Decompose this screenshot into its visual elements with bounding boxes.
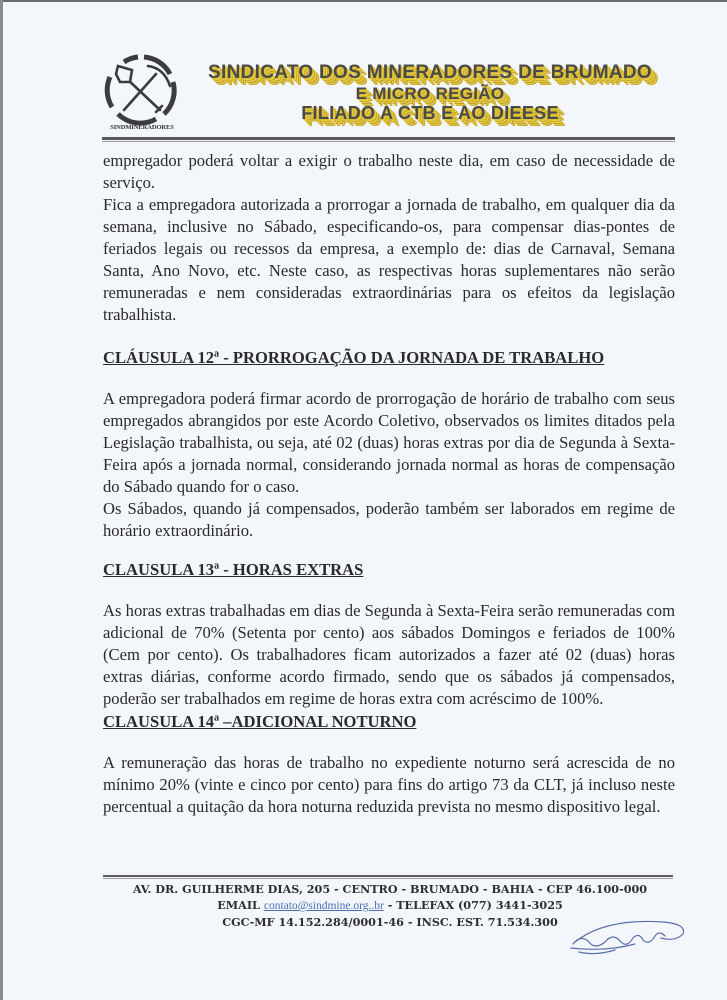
logo-label: SINDMINERADORES: [110, 124, 174, 131]
clause-14-title: CLAUSULA 14ª –ADICIONAL NOTURNO: [103, 712, 417, 731]
footer-telefax: - TELEFAX (077) 3441-3025: [387, 898, 563, 912]
clause-12-body: [103, 388, 675, 542]
intro-paragraph-2: Fica a empregadora autorizada a prorrogar a jornada de trabalho, em qualquer dia da semana, inclusive no Sábado, especificando-os, para compensar dias-pontes de feriados legais ou recessos da empresa, a exemplo de: dias de Carnaval, Semana Santa, Ano Novo, etc. Neste caso, as respectivas horas suplementares não serão remuneradas e nem consideradas extraordinárias para os efeitos da legislação trabalhista.: [103, 195, 675, 324]
header-divider-thin: [102, 141, 675, 142]
clause-12-title: CLÁUSULA 12ª - PRORROGAÇÃO DA JORNADA DE TRABALHO: [103, 348, 605, 367]
footer-divider-thin: [103, 878, 673, 879]
handwritten-signature-icon: [565, 912, 695, 958]
footer-email-link[interactable]: contato@sindmine.org..br: [263, 900, 384, 912]
scan-border-left: [0, 0, 3, 1000]
header-divider: [102, 137, 675, 140]
union-title-line-1: SINDICATO DOS MINERADORES DE BRUMADO: [208, 62, 652, 83]
clause-13-title: CLAUSULA 13ª - HORAS EXTRAS: [103, 560, 364, 579]
clause-13-body: [103, 600, 675, 710]
union-title-line-2: E MICRO REGIÃO: [355, 84, 505, 103]
union-title-line-3: FILIADO A CTB E AO DIEESE: [301, 103, 559, 123]
intro-paragraph: empregador poderá voltar a exigir o trabalho neste dia, em caso de necessidade de serviço.: [103, 151, 675, 192]
intro-section: [103, 150, 675, 326]
footer-email-label: EMAIL: [217, 898, 260, 912]
clause-12-paragraph-1: A empregadora poderá firmar acordo de prorrogação de horário de trabalho com seus empregados abrangidos por este Acordo Coletivo, observados os limites ditados pela Legislação trabalhista, ou seja, até 02 (duas) horas extras por dia de Segunda à Sexta-Feira após a jornada normal, considerando jornada normal as horas de compensação do Sábado quando for o caso.: [103, 389, 675, 496]
clause-12-paragraph-2: Os Sábados, quando já compensados, poderão também ser laborados em regime de horário extraordinário.: [103, 499, 675, 540]
clause-13-paragraph-1: As horas extras trabalhadas em dias de Segunda à Sexta-Feira serão remuneradas com adicional de 70% (Setenta por cento) aos sábados Domingos e feriados de 100% (Cem por cento). Os trabalhadores ficam autorizados a fazer até 02 (duas) horas extras diárias, conforme acordo firmado, sendo que os sábados já compensados, poderão ser trabalhados em regime de horas extra com acréscimo de 100%.: [103, 601, 675, 708]
clause-14-paragraph-1: A remuneração das horas de trabalho no expediente noturno será acrescida de no mínimo 20% (vinte e cinco por cento) para fins do artigo 73 da CLT, já incluso neste percentual a quitação da hora noturna reduzida prevista no mesmo dispositivo legal.: [103, 753, 675, 816]
footer-registration: CGC-MF 14.152.284/0001-46 - INSC. EST. 71.534.300: [222, 915, 558, 929]
scan-border-top: [0, 0, 727, 2]
clause-14-body: [103, 752, 675, 818]
footer-divider: [103, 875, 673, 877]
footer-address: AV. DR. GUILHERME DIAS, 205 - CENTRO - BRUMADO - BAHIA - CEP 46.100-000: [132, 882, 648, 896]
